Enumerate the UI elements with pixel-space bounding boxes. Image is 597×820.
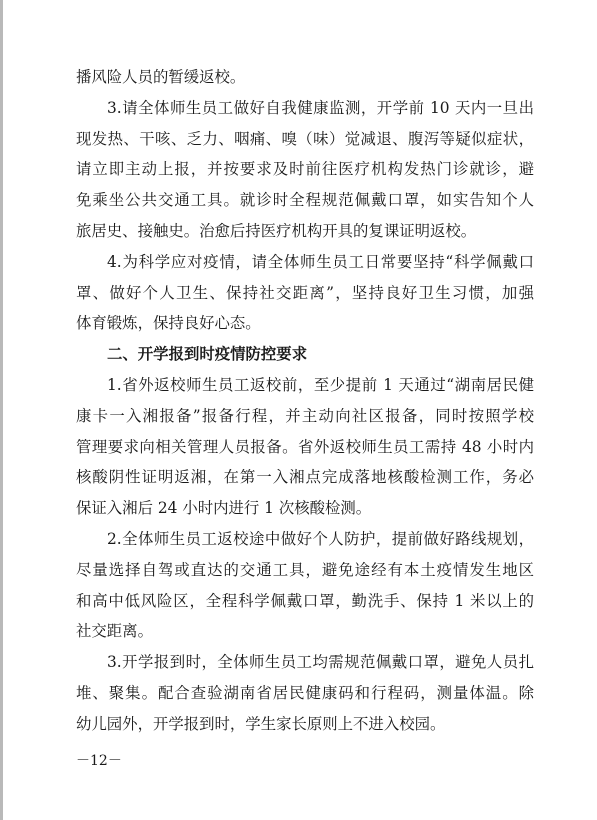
- paragraph-item-2: [76, 524, 534, 647]
- text-line: 体育锻炼，保持良好心态。: [76, 314, 261, 333]
- text-line: 现发热、干咳、乏力、咽痛、嗅（味）觉减退、腹泻等疑似症状，: [76, 129, 534, 148]
- text-line: 和高中低风险区，全程科学佩戴口罩，勤洗手、保持 1 米以上的: [76, 591, 534, 610]
- text-line: 播风险人员的暂缓返校。: [76, 68, 246, 86]
- text-line: 4.为科学应对疫情，请全体师生员工日常要坚持“科学佩戴口: [107, 252, 534, 271]
- text-line: 免乘坐公共交通工具。就诊时全程规范佩戴口罩，如实告知个人: [76, 191, 534, 210]
- text-line: 核酸阴性证明返湘，在第一入湘点完成落地核酸检测工作，务必: [76, 468, 534, 487]
- section-heading: 二、开学报到时疫情防控要求: [107, 345, 308, 364]
- paragraph-item-3: [76, 93, 534, 247]
- paragraph-continuation: [76, 62, 534, 93]
- text-line: 尽量选择自驾或直达的交通工具，避免途经有本土疫情发生地区: [76, 560, 534, 579]
- text-line: 堆、聚集。配合查验湖南省居民健康码和行程码，测量体温。除: [76, 683, 534, 702]
- paragraph-item-3-registration: [76, 647, 534, 739]
- text-line: 3.请全体师生员工做好自我健康监测，开学前 10 天内一旦出: [107, 98, 534, 117]
- text-line: 管理要求向相关管理人员报备。省外返校师生员工需持 48 小时内: [76, 437, 534, 456]
- text-line: 幼儿园外，开学报到时，学生家长原则上不进入校园。: [76, 714, 446, 733]
- paragraph-item-4: [76, 247, 534, 339]
- page-number: －12－: [76, 753, 122, 769]
- text-line: 2.全体师生员工返校途中做好个人防护，提前做好路线规划，: [107, 529, 534, 548]
- page-left-border: [0, 0, 3, 820]
- paragraph-item-1: [76, 370, 534, 524]
- text-line: 康卡一入湘报备”报备行程，并主动向社区报备，同时按照学校: [76, 406, 534, 425]
- text-line: 旅居史、接触史。治愈后持医疗机构开具的复课证明返校。: [76, 221, 477, 240]
- document-page: [76, 62, 534, 740]
- text-line: 社交距离。: [76, 622, 153, 641]
- text-line: 3.开学报到时，全体师生员工均需规范佩戴口罩，避免人员扎: [107, 653, 534, 672]
- text-line: 保证入湘后 24 小时内进行 1 次核酸检测。: [76, 499, 372, 518]
- text-line: 罩、做好个人卫生、保持社交距离”，坚持良好卫生习惯，加强: [76, 283, 534, 302]
- text-line: 请立即主动上报，并按要求及时前往医疗机构发热门诊就诊，避: [76, 160, 534, 179]
- text-line: 1.省外返校师生员工返校前，至少提前 1 天通过“湖南居民健: [107, 375, 534, 394]
